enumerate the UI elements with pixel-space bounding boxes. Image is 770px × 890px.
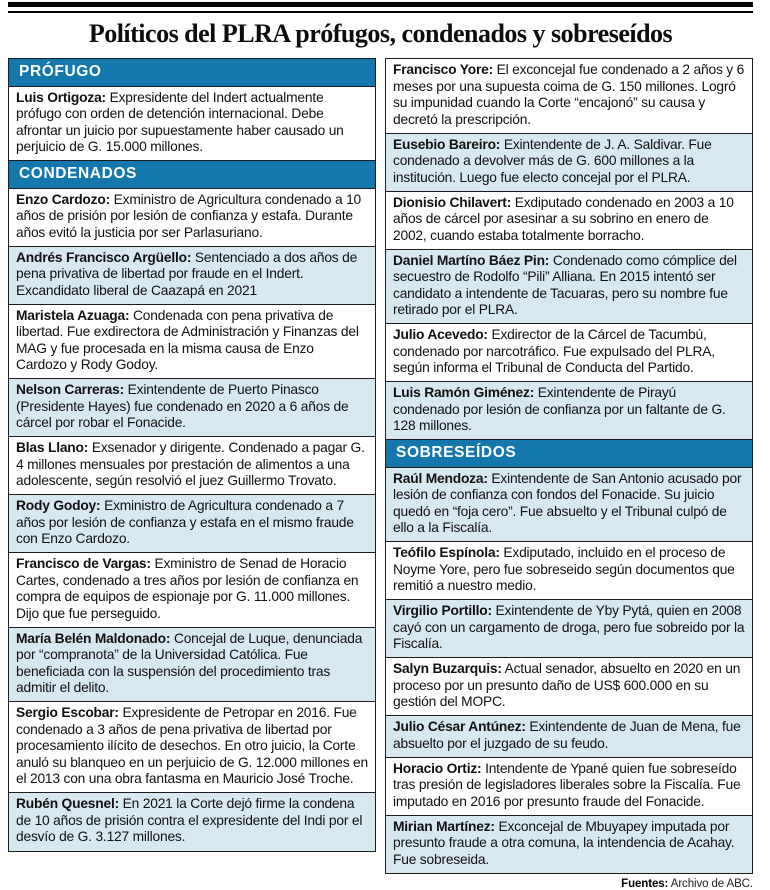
entry-text: Exministro de Agricultura condenado a 10 años de prisión por lesión de confianza y estafa. Durante años evitó la justicia por ser Parlasuriano. [16, 191, 362, 240]
entry-name: Enzo Cardozo: [16, 191, 110, 207]
entry-name: Virgilio Portillo: [393, 603, 492, 618]
entry-text: Condenado como cómplice del secuestro de Rodolfo “Pili” Alliana. En 2015 intentó ser candidato a intendente de Tacuaras, pero su nombre fue retirado por el PLRA. [393, 252, 737, 317]
entry-ruben-quesnel [8, 792, 376, 852]
entry-text: Exdirector de la Cárcel de Tacumbú, condenado por narcotráfico. Fue expulsado del PLRA, según informa el Tribunal de Conducta del Partido. [393, 327, 715, 375]
entry-text: Exdiputado, incluido en el proceso de Noyme Yore, pero fue sobreseido según documentos que remitió a nuestro medio. [393, 545, 735, 593]
entry-salyn-buzarquis [385, 657, 753, 717]
entry-text: Exconcejal de Mbuyapey imputada por presunto fraude a otra comuna, la intendencia de Acahay. Fue sobreseida. [393, 818, 735, 867]
entry-name: Dionisio Chilavert: [393, 194, 512, 210]
entry-julio-acevedo [385, 323, 753, 383]
entry-mirian-martinez [385, 815, 753, 875]
section-header-condenados: CONDENADOS [8, 160, 376, 189]
entry-francisco-de-vargas [8, 552, 376, 628]
entry-maria-belen-maldonado [8, 627, 376, 703]
column-left [8, 58, 376, 852]
entry-name: Maristela Azuaga: [16, 307, 130, 323]
entry-text: Concejal de Luque, denunciada por “compranota” de la Universidad Católica. Fue beneficiada con la suspensión del procedimiento tras admitir el delito. [16, 630, 363, 695]
entry-text: Actual senador, absuelto en 2020 en un proceso por un presunto daño de US$ 600.000 en su gestión del MOPC. [393, 661, 741, 709]
entry-name: Luis Ramón Giménez: [393, 385, 535, 400]
entry-eusebio-bareiro [385, 133, 753, 193]
entry-rody-godoy [8, 494, 376, 554]
entry-text: Condenada con pena privativa de libertad. Fue exdirectora de Administración y Finanzas del MAG y fue procesada en la misma causa de Enzo Cardozo y Rody Godoy. [16, 307, 359, 372]
column-right [385, 58, 753, 874]
entry-name: Julio Acevedo: [393, 327, 488, 342]
source-label: Fuentes: [621, 878, 669, 890]
entry-maristela-azuaga [8, 304, 376, 380]
entry-text: Exintendente de Pirayú condenado por lesión de confianza por un faltante de G. 128 millones. [393, 385, 726, 433]
entry-text: Exintendente de San Antonio acusado por lesión de confianza con fondos del Fonacide. Su juicio quedó en “foja cero”. Fue absuelto y el Tribunal culpó de ello a la Fiscalía. [393, 470, 742, 535]
entry-name: Julio César Antúnez: [393, 719, 526, 734]
entry-blas-llano [8, 436, 376, 496]
entry-name: Daniel Martíno Báez Pin: [393, 252, 550, 268]
entry-name: María Belén Maldonado: [16, 630, 171, 646]
source-note [8, 878, 753, 890]
entry-raul-mendoza [385, 467, 753, 543]
entry-name: Teófilo Espínola: [393, 545, 500, 560]
entry-nelson-carreras [8, 378, 376, 438]
entry-andres-francisco-arguello [8, 246, 376, 306]
columns-container [8, 58, 753, 874]
entry-name: Sergio Escobar: [16, 705, 119, 720]
entry-name: Raúl Mendoza: [393, 470, 488, 486]
entry-name: Rubén Quesnel: [16, 796, 119, 811]
entry-horacio-ortiz [385, 757, 753, 817]
entry-text: Exministro de Agricultura condenado a 7 años por lesión de confianza y estafa en el mismo fraude con Enzo Cardozo. [16, 498, 354, 546]
page-title: Políticos del PLRA prófugos, condenados y sobreseídos [88, 19, 673, 48]
entry-name: Luis Ortigoza: [16, 89, 106, 105]
entry-text: En 2021 la Corte dejó firme la condena de 10 años de prisión contra el expresidente del Indi por el desvío de G. 3.127 millones. [16, 796, 363, 844]
entry-text: Exintendente de Yby Pytá, quien en 2008 cayó con un cargamento de droga, pero fue sobreido por la Fiscalía. [393, 603, 745, 651]
entry-teofilo-espinola [385, 541, 753, 601]
entry-text: Exintendente de Juan de Mena, fue absuelto por el juzgado de su feudo. [393, 719, 741, 751]
entry-sergio-escobar [8, 701, 376, 794]
entry-text: Intendente de Ypané quien fue sobreseído tras presión de legisladores liberales sobre la Fiscalía. Fue imputado en 2016 por presunto fraude del Fonacide. [393, 760, 741, 809]
entry-luis-ramon-gimenez [385, 381, 753, 441]
entry-text: Sentenciado a dos años de pena privativa de libertad por fraude en el Indert. Excandidato liberal de Caazapá en 2021 [16, 249, 358, 298]
entry-text: Exdiputado condenado en 2003 a 10 años de cárcel por asesinar a su sobrino en enero de 2002, cuando estaba totalmente borracho. [393, 194, 734, 243]
entry-text: Exintendente de J. A. Saldivar. Fue condenado a devolver más de G. 600 millones a la institución. Luego fue electo concejal por el PLRA. [393, 136, 712, 185]
entry-dionisio-chilavert [385, 191, 753, 251]
top-rule [8, 2, 753, 13]
entry-text: Exsenador y dirigente. Condenado a pagar G. 4 millones mensuales por prestación de alimentos a una adolescente, según resolvió el juez Guillermo Trovato. [16, 440, 365, 488]
entry-luis-ortigoza [8, 86, 376, 162]
entry-name: Rody Godoy: [16, 498, 101, 513]
entry-name: Horacio Ortiz: [393, 760, 482, 776]
entry-name: Salyn Buzarquis: [393, 661, 502, 676]
entry-text: Exintendente de Puerto Pinasco (Presidente Hayes) fue condenado en 2020 a 6 años de cárcel por robar el Fonacide. [16, 382, 349, 430]
entry-name: Francisco Yore: [393, 62, 494, 77]
entry-daniel-martino-baez-pin [385, 249, 753, 325]
entry-enzo-cardozo [8, 188, 376, 248]
section-header-sobreseidos: SOBRESEÍDOS [385, 439, 753, 468]
section-header-profugo: PRÓFUGO [8, 58, 376, 87]
entry-virgilio-portillo [385, 599, 753, 659]
entry-name: Blas Llano: [16, 440, 89, 455]
entry-name: Nelson Carreras: [16, 382, 124, 397]
source-text: Archivo de ABC. [670, 878, 753, 890]
entry-name: Eusebio Bareiro: [393, 136, 501, 152]
entry-text: Exministro de Senad de Horacio Cartes, condenado a tres años por lesión de confianza en compra de equipos de espionaje por G. 11.000 millones. Dijo que fue perseguido. [16, 556, 359, 621]
entry-julio-cesar-antunez [385, 715, 753, 758]
entry-francisco-yore [385, 58, 753, 134]
entry-name: Mirian Martínez: [393, 818, 495, 834]
entry-text: Expresidente de Petropar en 2016. Fue condenado a 3 años de pena privativa de libertad por procesamiento ilícito de desechos. En otro juicio, la Corte anuló su blanqueo en un perjuicio de G. 12.000 millones en el 2013 con una obra fantasma en Mauricio José Troche. [16, 705, 368, 786]
entry-name: Francisco de Vargas: [16, 556, 151, 571]
entry-text: Expresidente del Indert actualmente prófugo con orden de detención internacional. Debe afrontar un juicio por supuestamente haber causado un perjuicio de G. 15.000 millones. [16, 89, 344, 154]
entry-text: El exconcejal fue condenado a 2 años y 6 meses por una supuesta coima de G. 150 millones. Logró su impunidad cuando la Corte “encajonó” su causa y decretó la prescripción. [393, 62, 745, 127]
entry-name: Andrés Francisco Argüello: [16, 249, 192, 265]
